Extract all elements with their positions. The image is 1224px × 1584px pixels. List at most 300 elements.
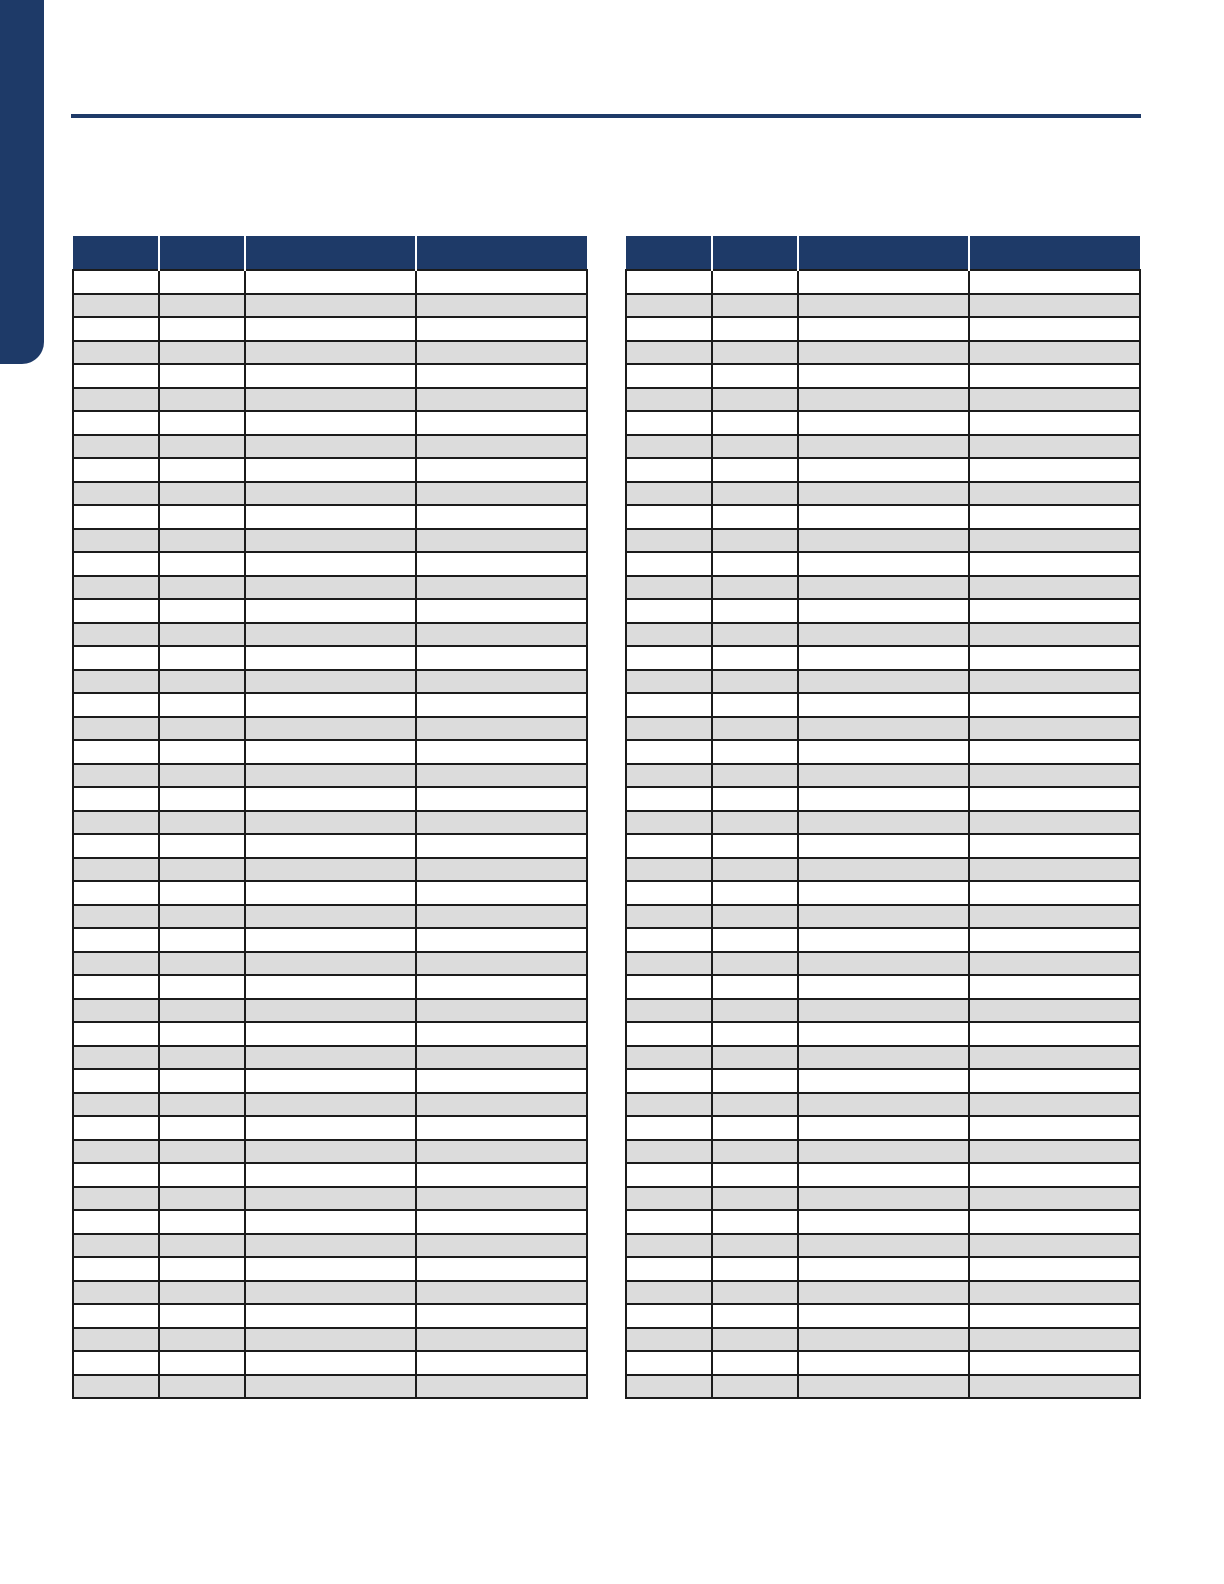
table-cell[interactable]: [159, 294, 245, 318]
table-cell[interactable]: [159, 388, 245, 412]
table-cell[interactable]: [969, 1187, 1140, 1211]
table-cell[interactable]: [245, 1304, 416, 1328]
table-cell[interactable]: [969, 1234, 1140, 1258]
table-cell[interactable]: [798, 787, 969, 811]
table-cell[interactable]: [798, 1328, 969, 1352]
table-cell[interactable]: [245, 787, 416, 811]
table-cell[interactable]: [73, 1116, 159, 1140]
table-cell[interactable]: [969, 1351, 1140, 1375]
table-cell[interactable]: [798, 975, 969, 999]
table-cell[interactable]: [159, 317, 245, 341]
table-cell[interactable]: [798, 552, 969, 576]
table-cell[interactable]: [969, 905, 1140, 929]
table-cell[interactable]: [73, 623, 159, 647]
table-cell[interactable]: [626, 881, 712, 905]
table-cell[interactable]: [416, 294, 587, 318]
table-cell[interactable]: [245, 482, 416, 506]
table-cell[interactable]: [712, 740, 798, 764]
table-cell[interactable]: [626, 1046, 712, 1070]
table-cell[interactable]: [626, 1375, 712, 1399]
table-cell[interactable]: [416, 1116, 587, 1140]
table-cell[interactable]: [798, 576, 969, 600]
table-cell[interactable]: [159, 599, 245, 623]
table-cell[interactable]: [416, 576, 587, 600]
table-cell[interactable]: [626, 505, 712, 529]
table-cell[interactable]: [626, 270, 712, 294]
table-cell[interactable]: [73, 1163, 159, 1187]
table-cell[interactable]: [159, 1375, 245, 1399]
table-cell[interactable]: [969, 388, 1140, 412]
table-cell[interactable]: [159, 952, 245, 976]
table-cell[interactable]: [73, 834, 159, 858]
table-cell[interactable]: [245, 599, 416, 623]
table-cell[interactable]: [416, 529, 587, 553]
table-cell[interactable]: [626, 834, 712, 858]
table-cell[interactable]: [626, 646, 712, 670]
table-cell[interactable]: [626, 1304, 712, 1328]
table-cell[interactable]: [798, 623, 969, 647]
table-cell[interactable]: [159, 1234, 245, 1258]
table-cell[interactable]: [73, 740, 159, 764]
table-cell[interactable]: [159, 505, 245, 529]
table-cell[interactable]: [626, 670, 712, 694]
table-cell[interactable]: [73, 670, 159, 694]
table-cell[interactable]: [73, 317, 159, 341]
table-cell[interactable]: [159, 1328, 245, 1352]
table-cell[interactable]: [969, 1328, 1140, 1352]
table-cell[interactable]: [73, 787, 159, 811]
table-cell[interactable]: [159, 1210, 245, 1234]
table-cell[interactable]: [626, 975, 712, 999]
table-cell[interactable]: [245, 646, 416, 670]
table-cell[interactable]: [73, 1046, 159, 1070]
table-cell[interactable]: [159, 552, 245, 576]
table-cell[interactable]: [159, 364, 245, 388]
table-cell[interactable]: [626, 764, 712, 788]
table-cell[interactable]: [626, 1116, 712, 1140]
table-cell[interactable]: [245, 576, 416, 600]
table-cell[interactable]: [798, 717, 969, 741]
table-cell[interactable]: [245, 1046, 416, 1070]
table-cell[interactable]: [245, 270, 416, 294]
table-cell[interactable]: [798, 1187, 969, 1211]
table-cell[interactable]: [73, 576, 159, 600]
table-cell[interactable]: [245, 505, 416, 529]
table-cell[interactable]: [798, 458, 969, 482]
table-cell[interactable]: [626, 1069, 712, 1093]
table-cell[interactable]: [626, 740, 712, 764]
table-cell[interactable]: [969, 1069, 1140, 1093]
table-cell[interactable]: [245, 1140, 416, 1164]
table-cell[interactable]: [416, 1069, 587, 1093]
table-cell[interactable]: [798, 1022, 969, 1046]
table-cell[interactable]: [626, 1328, 712, 1352]
table-cell[interactable]: [245, 364, 416, 388]
table-cell[interactable]: [798, 1116, 969, 1140]
table-cell[interactable]: [416, 364, 587, 388]
table-cell[interactable]: [798, 905, 969, 929]
table-cell[interactable]: [159, 740, 245, 764]
table-cell[interactable]: [798, 341, 969, 365]
table-cell[interactable]: [626, 952, 712, 976]
table-cell[interactable]: [712, 1257, 798, 1281]
table-cell[interactable]: [73, 858, 159, 882]
table-cell[interactable]: [245, 1069, 416, 1093]
table-cell[interactable]: [712, 482, 798, 506]
table-cell[interactable]: [73, 1187, 159, 1211]
table-cell[interactable]: [159, 529, 245, 553]
table-cell[interactable]: [712, 341, 798, 365]
table-cell[interactable]: [159, 1022, 245, 1046]
table-cell[interactable]: [159, 341, 245, 365]
table-cell[interactable]: [159, 999, 245, 1023]
table-cell[interactable]: [969, 740, 1140, 764]
table-cell[interactable]: [416, 1351, 587, 1375]
table-cell[interactable]: [712, 693, 798, 717]
table-cell[interactable]: [798, 1304, 969, 1328]
table-cell[interactable]: [798, 1351, 969, 1375]
table-cell[interactable]: [712, 1022, 798, 1046]
table-cell[interactable]: [969, 834, 1140, 858]
table-cell[interactable]: [712, 317, 798, 341]
table-cell[interactable]: [712, 1046, 798, 1070]
table-cell[interactable]: [626, 1022, 712, 1046]
table-cell[interactable]: [969, 552, 1140, 576]
table-cell[interactable]: [416, 740, 587, 764]
table-cell[interactable]: [245, 740, 416, 764]
table-cell[interactable]: [798, 646, 969, 670]
table-cell[interactable]: [73, 435, 159, 459]
table-cell[interactable]: [245, 858, 416, 882]
table-cell[interactable]: [969, 270, 1140, 294]
table-cell[interactable]: [73, 294, 159, 318]
table-cell[interactable]: [245, 1328, 416, 1352]
table-cell[interactable]: [712, 270, 798, 294]
table-cell[interactable]: [712, 787, 798, 811]
table-cell[interactable]: [969, 928, 1140, 952]
table-cell[interactable]: [798, 881, 969, 905]
table-cell[interactable]: [969, 411, 1140, 435]
table-cell[interactable]: [73, 646, 159, 670]
table-cell[interactable]: [712, 881, 798, 905]
table-cell[interactable]: [73, 999, 159, 1023]
table-cell[interactable]: [969, 952, 1140, 976]
table-cell[interactable]: [626, 458, 712, 482]
table-cell[interactable]: [712, 599, 798, 623]
table-cell[interactable]: [712, 928, 798, 952]
table-cell[interactable]: [798, 1234, 969, 1258]
table-cell[interactable]: [245, 1257, 416, 1281]
table-cell[interactable]: [798, 388, 969, 412]
table-cell[interactable]: [626, 388, 712, 412]
table-cell[interactable]: [416, 435, 587, 459]
table-cell[interactable]: [416, 411, 587, 435]
table-cell[interactable]: [798, 858, 969, 882]
table-cell[interactable]: [416, 1187, 587, 1211]
table-cell[interactable]: [712, 623, 798, 647]
table-cell[interactable]: [416, 1163, 587, 1187]
table-cell[interactable]: [159, 1281, 245, 1305]
table-cell[interactable]: [416, 317, 587, 341]
table-cell[interactable]: [712, 1093, 798, 1117]
table-cell[interactable]: [798, 1093, 969, 1117]
table-cell[interactable]: [245, 1187, 416, 1211]
table-cell[interactable]: [626, 1093, 712, 1117]
table-cell[interactable]: [798, 529, 969, 553]
table-cell[interactable]: [626, 1281, 712, 1305]
table-cell[interactable]: [159, 1093, 245, 1117]
table-cell[interactable]: [798, 1210, 969, 1234]
table-cell[interactable]: [245, 952, 416, 976]
table-cell[interactable]: [626, 1210, 712, 1234]
table-cell[interactable]: [245, 317, 416, 341]
table-cell[interactable]: [73, 1375, 159, 1399]
table-cell[interactable]: [245, 435, 416, 459]
table-cell[interactable]: [245, 1281, 416, 1305]
table-cell[interactable]: [245, 834, 416, 858]
table-cell[interactable]: [969, 646, 1140, 670]
table-cell[interactable]: [73, 1234, 159, 1258]
table-cell[interactable]: [416, 693, 587, 717]
table-cell[interactable]: [969, 623, 1140, 647]
table-cell[interactable]: [712, 1304, 798, 1328]
table-cell[interactable]: [712, 1281, 798, 1305]
table-cell[interactable]: [159, 881, 245, 905]
table-cell[interactable]: [969, 1375, 1140, 1399]
table-cell[interactable]: [626, 717, 712, 741]
table-cell[interactable]: [245, 905, 416, 929]
table-cell[interactable]: [798, 505, 969, 529]
table-cell[interactable]: [159, 458, 245, 482]
table-cell[interactable]: [798, 482, 969, 506]
table-cell[interactable]: [712, 975, 798, 999]
table-cell[interactable]: [416, 1281, 587, 1305]
table-cell[interactable]: [626, 552, 712, 576]
table-cell[interactable]: [245, 928, 416, 952]
table-cell[interactable]: [712, 505, 798, 529]
table-cell[interactable]: [73, 1022, 159, 1046]
table-cell[interactable]: [416, 1140, 587, 1164]
table-cell[interactable]: [416, 1375, 587, 1399]
table-cell[interactable]: [712, 552, 798, 576]
table-cell[interactable]: [969, 435, 1140, 459]
table-cell[interactable]: [416, 764, 587, 788]
table-cell[interactable]: [798, 1257, 969, 1281]
table-cell[interactable]: [245, 999, 416, 1023]
table-cell[interactable]: [712, 999, 798, 1023]
table-cell[interactable]: [798, 364, 969, 388]
table-cell[interactable]: [416, 975, 587, 999]
table-cell[interactable]: [969, 458, 1140, 482]
table-cell[interactable]: [73, 1351, 159, 1375]
table-cell[interactable]: [245, 670, 416, 694]
table-cell[interactable]: [626, 693, 712, 717]
table-cell[interactable]: [159, 1069, 245, 1093]
table-cell[interactable]: [73, 270, 159, 294]
table-cell[interactable]: [969, 317, 1140, 341]
table-cell[interactable]: [798, 1163, 969, 1187]
table-cell[interactable]: [245, 1163, 416, 1187]
table-cell[interactable]: [159, 1140, 245, 1164]
table-cell[interactable]: [712, 1163, 798, 1187]
table-cell[interactable]: [712, 411, 798, 435]
table-cell[interactable]: [159, 858, 245, 882]
table-cell[interactable]: [73, 952, 159, 976]
table-cell[interactable]: [712, 811, 798, 835]
table-cell[interactable]: [626, 1234, 712, 1258]
table-cell[interactable]: [73, 811, 159, 835]
table-cell[interactable]: [73, 1304, 159, 1328]
table-cell[interactable]: [159, 787, 245, 811]
table-cell[interactable]: [159, 1116, 245, 1140]
table-cell[interactable]: [798, 764, 969, 788]
table-cell[interactable]: [969, 294, 1140, 318]
table-cell[interactable]: [245, 1351, 416, 1375]
table-cell[interactable]: [245, 975, 416, 999]
table-cell[interactable]: [969, 717, 1140, 741]
table-cell[interactable]: [73, 975, 159, 999]
table-cell[interactable]: [245, 411, 416, 435]
table-cell[interactable]: [245, 1116, 416, 1140]
table-cell[interactable]: [712, 905, 798, 929]
table-cell[interactable]: [73, 1281, 159, 1305]
table-cell[interactable]: [245, 388, 416, 412]
table-cell[interactable]: [416, 858, 587, 882]
table-cell[interactable]: [626, 411, 712, 435]
table-cell[interactable]: [626, 1187, 712, 1211]
table-cell[interactable]: [969, 693, 1140, 717]
table-cell[interactable]: [626, 529, 712, 553]
table-cell[interactable]: [712, 1187, 798, 1211]
table-cell[interactable]: [416, 270, 587, 294]
table-cell[interactable]: [798, 670, 969, 694]
table-cell[interactable]: [969, 1022, 1140, 1046]
table-cell[interactable]: [416, 482, 587, 506]
table-cell[interactable]: [416, 646, 587, 670]
table-cell[interactable]: [416, 599, 587, 623]
table-cell[interactable]: [73, 458, 159, 482]
table-cell[interactable]: [626, 999, 712, 1023]
table-cell[interactable]: [798, 1375, 969, 1399]
table-cell[interactable]: [798, 270, 969, 294]
table-cell[interactable]: [245, 717, 416, 741]
table-cell[interactable]: [416, 905, 587, 929]
table-cell[interactable]: [245, 552, 416, 576]
table-cell[interactable]: [712, 717, 798, 741]
table-cell[interactable]: [712, 1116, 798, 1140]
table-cell[interactable]: [73, 1257, 159, 1281]
table-cell[interactable]: [416, 1328, 587, 1352]
table-cell[interactable]: [73, 1210, 159, 1234]
table-cell[interactable]: [969, 1210, 1140, 1234]
table-cell[interactable]: [416, 952, 587, 976]
table-cell[interactable]: [969, 1281, 1140, 1305]
table-cell[interactable]: [73, 388, 159, 412]
table-cell[interactable]: [73, 764, 159, 788]
table-cell[interactable]: [416, 928, 587, 952]
table-cell[interactable]: [73, 1069, 159, 1093]
table-cell[interactable]: [245, 764, 416, 788]
table-cell[interactable]: [416, 717, 587, 741]
table-cell[interactable]: [798, 811, 969, 835]
table-cell[interactable]: [969, 670, 1140, 694]
table-cell[interactable]: [712, 576, 798, 600]
table-cell[interactable]: [712, 388, 798, 412]
table-cell[interactable]: [969, 787, 1140, 811]
table-cell[interactable]: [712, 1375, 798, 1399]
table-cell[interactable]: [969, 975, 1140, 999]
table-cell[interactable]: [626, 364, 712, 388]
table-cell[interactable]: [626, 482, 712, 506]
table-cell[interactable]: [159, 693, 245, 717]
table-cell[interactable]: [969, 1116, 1140, 1140]
table-cell[interactable]: [245, 294, 416, 318]
table-cell[interactable]: [159, 811, 245, 835]
table-cell[interactable]: [416, 834, 587, 858]
table-cell[interactable]: [798, 834, 969, 858]
table-cell[interactable]: [416, 458, 587, 482]
table-cell[interactable]: [969, 858, 1140, 882]
table-cell[interactable]: [73, 529, 159, 553]
table-cell[interactable]: [416, 670, 587, 694]
table-cell[interactable]: [159, 717, 245, 741]
table-cell[interactable]: [245, 811, 416, 835]
table-cell[interactable]: [159, 270, 245, 294]
table-cell[interactable]: [798, 1046, 969, 1070]
table-cell[interactable]: [798, 1281, 969, 1305]
table-cell[interactable]: [159, 435, 245, 459]
table-cell[interactable]: [969, 1257, 1140, 1281]
table-cell[interactable]: [712, 952, 798, 976]
table-cell[interactable]: [626, 599, 712, 623]
table-cell[interactable]: [969, 364, 1140, 388]
table-cell[interactable]: [416, 999, 587, 1023]
table-cell[interactable]: [798, 740, 969, 764]
table-cell[interactable]: [73, 364, 159, 388]
table-cell[interactable]: [73, 482, 159, 506]
table-cell[interactable]: [969, 1046, 1140, 1070]
table-cell[interactable]: [159, 1046, 245, 1070]
table-cell[interactable]: [712, 646, 798, 670]
table-cell[interactable]: [73, 1328, 159, 1352]
table-cell[interactable]: [626, 905, 712, 929]
table-cell[interactable]: [969, 341, 1140, 365]
table-cell[interactable]: [416, 787, 587, 811]
table-cell[interactable]: [416, 1022, 587, 1046]
table-cell[interactable]: [712, 834, 798, 858]
table-cell[interactable]: [798, 999, 969, 1023]
table-cell[interactable]: [245, 1093, 416, 1117]
table-cell[interactable]: [626, 294, 712, 318]
table-cell[interactable]: [73, 552, 159, 576]
table-cell[interactable]: [969, 505, 1140, 529]
table-cell[interactable]: [416, 505, 587, 529]
table-cell[interactable]: [969, 482, 1140, 506]
table-cell[interactable]: [159, 928, 245, 952]
table-cell[interactable]: [159, 1257, 245, 1281]
table-cell[interactable]: [416, 388, 587, 412]
table-cell[interactable]: [626, 1257, 712, 1281]
table-cell[interactable]: [626, 1140, 712, 1164]
table-cell[interactable]: [245, 1022, 416, 1046]
table-cell[interactable]: [626, 858, 712, 882]
table-cell[interactable]: [245, 1375, 416, 1399]
table-cell[interactable]: [626, 341, 712, 365]
table-cell[interactable]: [73, 717, 159, 741]
table-cell[interactable]: [798, 294, 969, 318]
table-cell[interactable]: [245, 881, 416, 905]
table-cell[interactable]: [73, 599, 159, 623]
